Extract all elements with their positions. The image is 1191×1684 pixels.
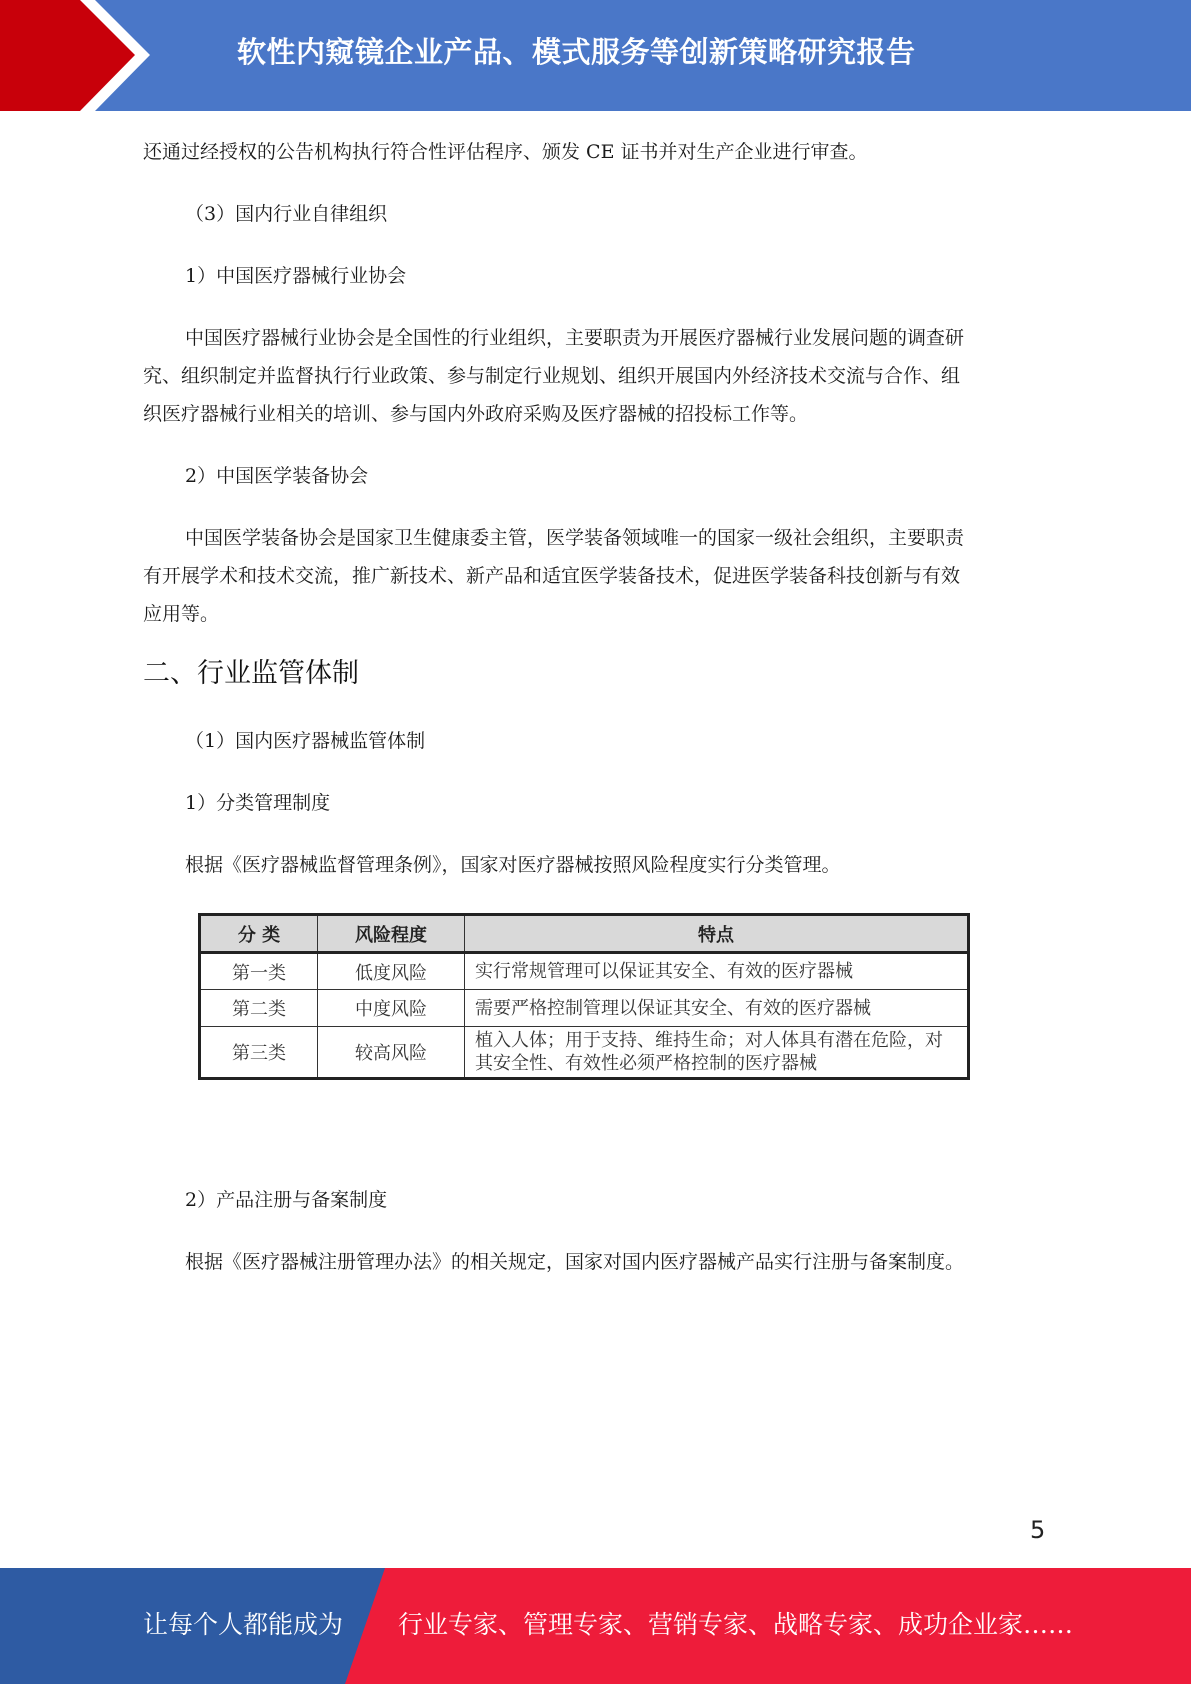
table-row xyxy=(200,953,969,990)
subheading-registration: 2）产品注册与备案制度 xyxy=(185,1189,388,1211)
subheading-classification: 1）分类管理制度 xyxy=(185,792,331,814)
table-row xyxy=(200,990,969,1027)
subheading-domestic-regulation: （1）国内医疗器械监管体制 xyxy=(185,730,426,752)
cell-risk: 较高风险 xyxy=(318,1027,465,1079)
report-title: 软性内窥镜企业产品、模式服务等创新策略研究报告 xyxy=(237,35,916,69)
header-arrow-logo xyxy=(0,0,160,111)
cell-feature: 实行常规管理可以保证其安全、有效的医疗器械 xyxy=(465,953,969,990)
feature-line: 植入人体；用于支持、维持生命；对人体具有潜在危险，对 xyxy=(475,1030,943,1051)
header-category: 分 类 xyxy=(200,915,318,953)
cell-risk: 低度风险 xyxy=(318,953,465,990)
cell-category: 第一类 xyxy=(200,953,318,990)
header-features: 特点 xyxy=(465,915,969,953)
paragraph-ce-certification: 还通过经授权的公告机构执行符合性评估程序、颁发 CE 证书并对生产企业进行审查。 xyxy=(143,141,868,163)
paragraph-registration-rule: 根据《医疗器械注册管理办法》的相关规定，国家对国内医疗器械产品实行注册与备案制度。 xyxy=(185,1251,965,1273)
footer-slogan-right: 行业专家、管理专家、营销专家、战略专家、成功企业家…… xyxy=(398,1610,1074,1639)
cell-risk: 中度风险 xyxy=(318,990,465,1027)
cell-feature xyxy=(465,1027,969,1079)
subheading-cmdia: 1）中国医疗器械行业协会 xyxy=(185,265,407,287)
section-heading-regulation: 二、行业监管体制 xyxy=(143,658,359,689)
paragraph-classification-rule: 根据《医疗器械监督管理条例》，国家对医疗器械按照风险程度实行分类管理。 xyxy=(185,854,841,876)
page-header xyxy=(0,0,1191,111)
footer-slogan-left: 让每个人都能成为 xyxy=(143,1610,344,1639)
text-line: 中国医学装备协会是国家卫生健康委主管，医学装备领域唯一的国家一级社会组织，主要职责 xyxy=(185,527,965,549)
header-risk-level: 风险程度 xyxy=(318,915,465,953)
feature-line: 其安全性、有效性必须严格控制的医疗器械 xyxy=(475,1053,817,1074)
cell-category: 第三类 xyxy=(200,1027,318,1079)
cell-category: 第二类 xyxy=(200,990,318,1027)
table-row xyxy=(200,1027,969,1079)
page-footer xyxy=(0,1568,1191,1684)
text-line: 究、组织制定并监督执行行业政策、参与制定行业规划、组织开展国内外经济技术交流与合作、组 xyxy=(143,365,961,387)
subheading-cmea: 2）中国医学装备协会 xyxy=(185,465,369,487)
table-header-row xyxy=(200,915,969,953)
text-line: 织医疗器械行业相关的培训、参与国内外政府采购及医疗器械的招投标工作等。 xyxy=(143,403,809,425)
cell-feature: 需要严格控制管理以保证其安全、有效的医疗器械 xyxy=(465,990,969,1027)
subheading-domestic-self-regulatory: （3）国内行业自律组织 xyxy=(185,203,388,225)
text-line: 中国医疗器械行业协会是全国性的行业组织，主要职责为开展医疗器械行业发展问题的调查研 xyxy=(185,327,965,349)
text-line: 有开展学术和技术交流，推广新技术、新产品和适宜医学装备技术，促进医学装备科技创新与有效 xyxy=(143,565,961,587)
text-line: 应用等。 xyxy=(143,603,220,625)
classification-table xyxy=(198,913,970,1080)
page-number: 5 xyxy=(1030,1516,1046,1544)
